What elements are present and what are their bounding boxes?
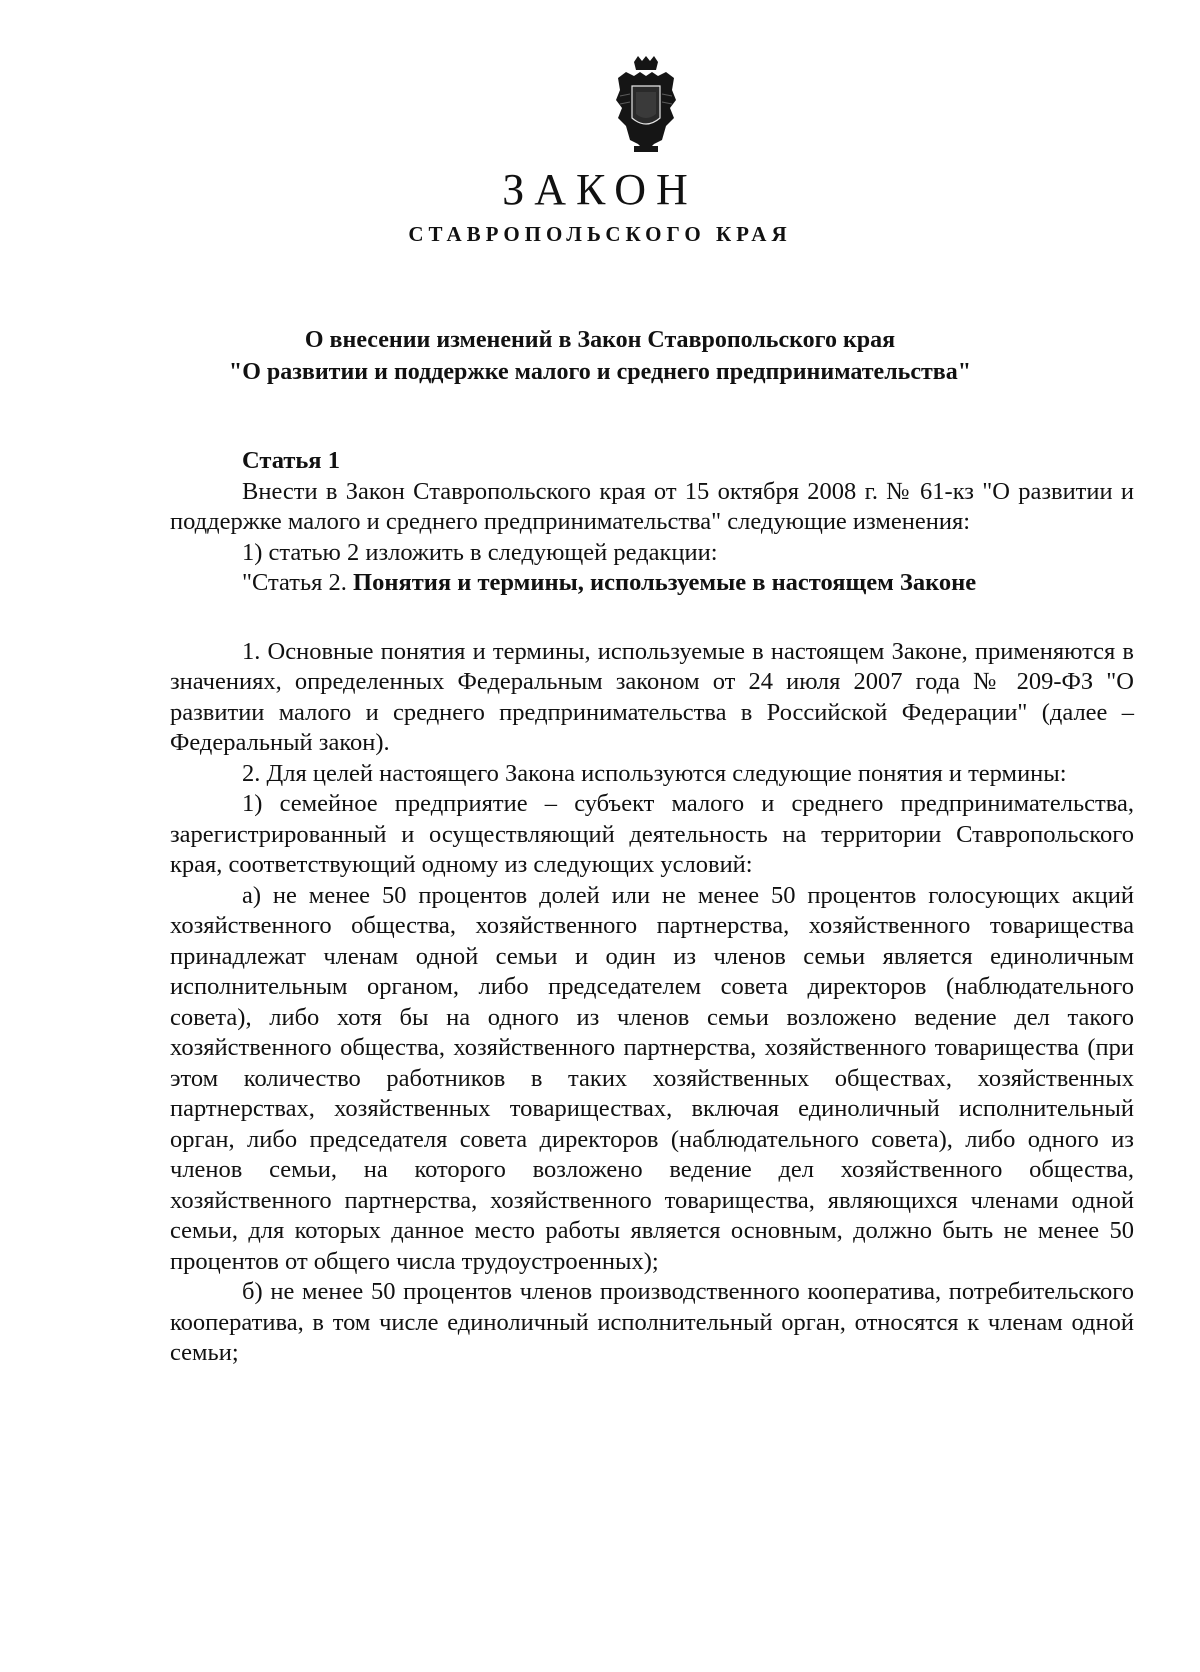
document-title-line-1: О внесении изменений в Закон Ставропольского края xyxy=(304,327,896,353)
paragraph-1: 1. Основные понятия и термины, используемые в настоящем Законе, применяются в значениях, определенных Федеральным законом от 24 июля 2007 года № 209-ФЗ "О развитии малого и среднего предпринимательства в Российской Федерации" (далее – Федеральный закон). xyxy=(170,637,1134,756)
paragraph-2: 2. Для целей настоящего Закона используются следующие понятия и термины: xyxy=(242,759,1067,787)
quoted-article-prefix: "Статья 2. xyxy=(242,569,354,596)
coat-of-arms-icon xyxy=(612,56,680,156)
law-title: ЗАКОН xyxy=(502,165,698,214)
amendment-item-1: 1) статью 2 изложить в следующей редакции: xyxy=(242,538,718,566)
quoted-article-heading xyxy=(170,568,1134,599)
article-intro: Внести в Закон Ставропольского края от 15 октября 2008 г. № 61-кз "О развитии и поддержке малого и среднего предпринимательства" следующие изменения: xyxy=(170,477,1134,535)
quoted-article-title: Понятия и термины, используемые в настоящем Законе xyxy=(353,569,977,596)
article-heading: Статья 1 xyxy=(242,447,340,474)
document-title-line-2: "О развитии и поддержке малого и среднего предпринимательства" xyxy=(228,359,972,385)
document-title xyxy=(0,324,1200,388)
term-family-enterprise: 1) семейное предприятие – субъект малого и среднего предпринимательства, зарегистрированный и осуществляющий деятельность на территории Ставропольского края, соответствующий одному из следующих условий: xyxy=(170,790,1134,878)
condition-b: б) не менее 50 процентов членов производственного кооператива, потребительского кооператива, в том числе единоличный исполнительный орган, относятся к членам одной семьи; xyxy=(170,1278,1134,1366)
condition-a: а) не менее 50 процентов долей или не менее 50 процентов голосующих акций хозяйственного общества, хозяйственного партнерства, хозяйственного товарищества принадлежат членам одной семьи и один из членов семьи является единоличным исполнительным органом, либо председателем совета директоров (наблюдательного совета), либо хотя бы на одного из членов семьи возложено ведение дел такого хозяйственного общества, хозяйственного партнерства, хозяйственного товарищества (при этом количество работников в таких хозяйственных обществах, хозяйственных партнерствах, хозяйственных товариществах, включая единоличный исполнительный орган, либо председателя совета директоров (наблюдательного совета), либо одного из членов семьи, на которого возложено ведение дел хозяйственного общества, хозяйственного партнерства, хозяйственного товарищества, являющихся членами одной семьи, для которых данное место работы является основным, должно быть не менее 50 процентов от общего числа трудоустроенных); xyxy=(170,881,1134,1275)
law-subtitle: СТАВРОПОЛЬСКОГО КРАЯ xyxy=(408,222,792,246)
document-body xyxy=(170,446,1134,1369)
